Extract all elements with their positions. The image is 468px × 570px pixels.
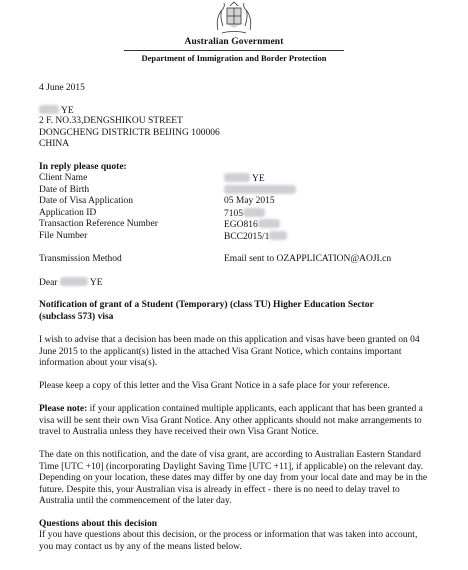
subject-line-2: (subclass 573) visa — [39, 312, 114, 322]
government-title: Australian Government — [184, 37, 284, 47]
paragraph-decision: I wish to advise that a decision has been made on this application and visas have been granted on 04 June 2015 to the applicant(s) listed in the attached Visa Grant Notice, which contains important information about your visa(s). — [39, 335, 420, 369]
field-label: File Number — [39, 231, 88, 241]
department-name: Department of Immigration and Border Protection — [141, 53, 327, 63]
subject-line-1: Notification of grant of a Student (Temporary) (class TU) Higher Education Sector — [39, 300, 374, 310]
field-label: Client Name — [39, 173, 88, 183]
address-line-1: 2 F. NO.33,DENGSHIKOU STREET — [39, 116, 183, 126]
redacted-dob — [224, 185, 296, 194]
paragraph-keep-copy: Please keep a copy of this letter and the Visa Grant Notice in a safe place for your reference. — [39, 381, 390, 391]
salutation: Dear YE — [39, 278, 103, 288]
questions-text: If you have questions about this decision, or the process or information that was taken into account, you may contact us by any of the means listed below. — [39, 530, 418, 552]
field-value: EGO816 — [224, 219, 280, 232]
transmission-value: Email sent to OZAPPLICATION@AOJI.cn — [224, 254, 392, 264]
address-line-3: CHINA — [39, 139, 70, 149]
coat-of-arms-icon — [210, 0, 258, 38]
field-value: 05 May 2015 — [224, 196, 275, 206]
paragraph-time-zone: The date on this notification, and the date of visa grant, are according to Australian Eastern Standard Time [UTC +10] (incorporating Daylight Saving Time [UTC +11], if applicable) on the relevant day. Depending on your location, these dates may differ by one day from your local date and may be in the future. Despite this, your Australian visa is already in effect - there is no need to delay travel to Australia until the commencement of the later day. — [39, 450, 428, 507]
field-label: Date of Birth — [39, 185, 90, 195]
paragraph-note: Please note: if your application contained multiple applicants, each applicant that has been granted a visa will be sent their own Visa Grant Notice. Any other applicants should not make arrangements to travel to Australia unless they have received their own Visa Grant Notice. — [39, 404, 423, 438]
redacted-name — [39, 105, 59, 114]
letter-date: 4 June 2015 — [39, 83, 85, 93]
reply-heading: In reply please quote: — [39, 162, 127, 172]
header-divider — [124, 50, 344, 51]
addressee-name: YE — [39, 105, 74, 118]
field-value: 7105 — [224, 208, 265, 221]
transmission-label: Transmission Method — [39, 254, 122, 264]
field-value: YE — [224, 173, 265, 186]
field-label: Application ID — [39, 208, 97, 218]
field-label: Transaction Reference Number — [39, 219, 158, 229]
field-label: Date of Visa Application — [39, 196, 133, 206]
field-value: BCC2015/1 — [224, 231, 287, 244]
address-line-2: DONGCHENG DISTRICTR BEIJING 100006 — [39, 128, 220, 138]
questions-heading: Questions about this decision — [39, 519, 157, 529]
